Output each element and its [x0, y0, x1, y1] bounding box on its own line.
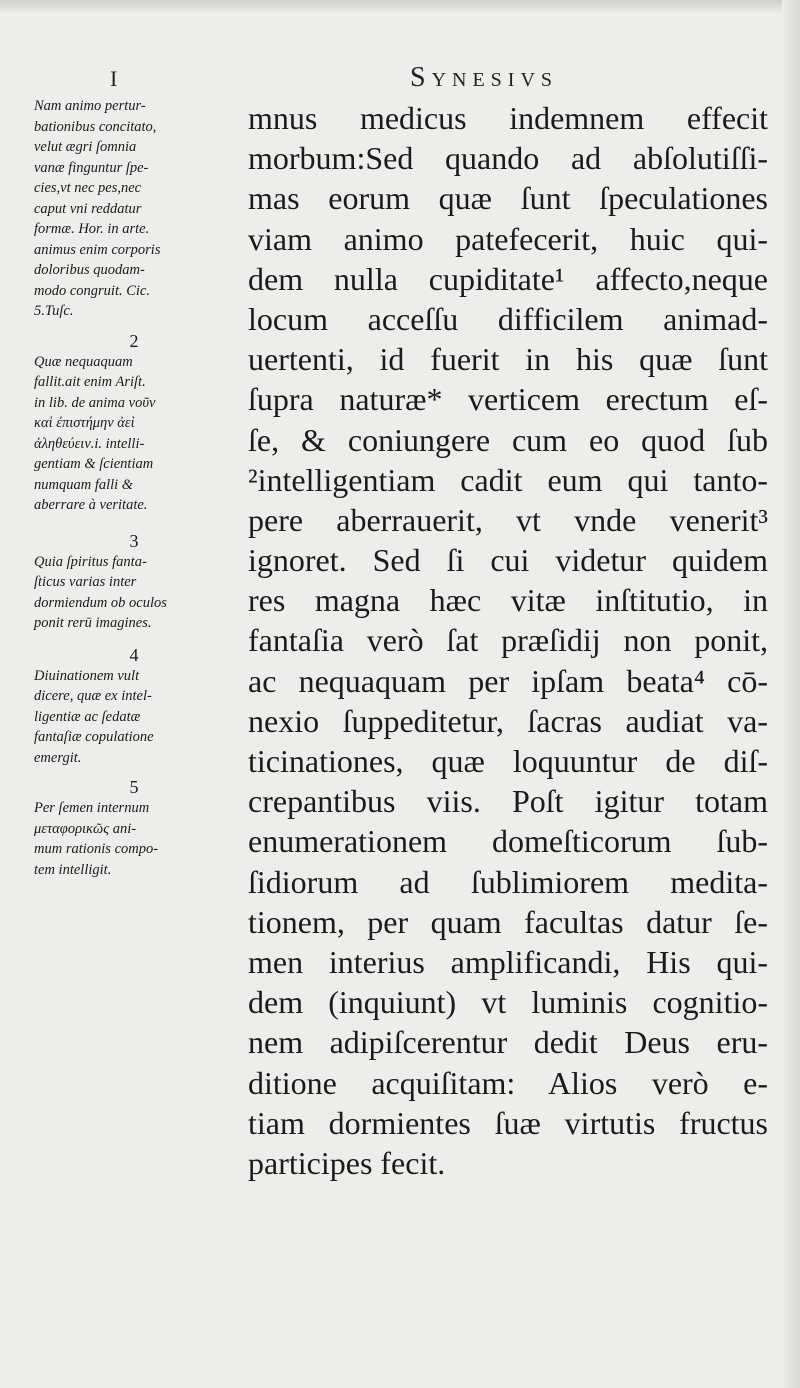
text-line: dem (inquiunt) vt luminis cognitio- — [248, 984, 768, 1021]
text-line: men interius amplificandi, His qui- — [248, 943, 768, 980]
text-line: ſidiorum ad ſublimiorem medita- — [248, 863, 768, 900]
margin-note-line: Quæ nequaquam — [34, 353, 133, 370]
margin-note-line: tem intelligit. — [34, 861, 112, 878]
text-line: nexio ſuppeditetur, ſacras audiat va- — [248, 702, 768, 739]
main-text-block — [248, 98, 768, 1183]
margin-note-line: καὶ ἐπιστήμην ἀεὶ — [34, 415, 135, 431]
margin-note — [34, 530, 244, 634]
margin-note-line: doloribus quodam- — [34, 262, 145, 278]
margin-note — [34, 776, 244, 880]
margin-note-line: bationibus concitato, — [34, 118, 157, 135]
margin-note-line: aberrare à veritate. — [34, 497, 148, 513]
text-line: participes fecit. — [248, 1144, 446, 1181]
margin-note — [34, 330, 244, 516]
margin-note-line: mum rationis compo- — [34, 841, 159, 857]
margin-note-number: 4 — [129, 644, 139, 665]
text-line: dem nulla cupiditate¹ affecto,neque — [248, 260, 768, 297]
text-line: locum acceſſu difficilem animad- — [248, 300, 768, 337]
text-line: ſe, & coniungere cum eo quod ſub — [248, 421, 768, 458]
margin-note-line: numquam falli & — [34, 476, 134, 493]
margin-note-line: caput vni reddatur — [34, 200, 142, 217]
page-top-edge — [0, 0, 800, 14]
margin-note-line: fallit.ait enim Ariſt. — [34, 374, 146, 390]
running-head: Synesivs — [410, 62, 559, 93]
text-line: tionem, per quam facultas datur ſe- — [248, 903, 768, 940]
margin-note-line: ligentiæ ac ſedatæ — [34, 708, 141, 725]
margin-note — [34, 96, 244, 322]
margin-note-line: 5.Tuſc. — [34, 303, 74, 319]
text-line: enumerationem domeſticorum ſub- — [248, 823, 768, 860]
margin-note-line: emergit. — [34, 749, 82, 766]
text-line: pere aberrauerit, vt vnde venerit³ — [248, 501, 768, 538]
margin-note-line: fantaſiæ copulatione — [34, 729, 154, 745]
text-line: ticinationes, quæ loquuntur de diſ- — [248, 743, 768, 779]
margin-note-line: velut ægri ſomnia — [34, 139, 137, 155]
margin-note-line: Diuinationem vult — [34, 667, 140, 684]
margin-note-line: in lib. de anima νοῦν — [34, 394, 156, 411]
margin-note-line: dormiendum ob oculos — [34, 594, 167, 611]
text-line: ditione acquiſitam: Alios verò e- — [248, 1064, 768, 1101]
margin-note-line: ponit rerū imagines. — [34, 615, 152, 631]
text-line: res magna hæc vitæ inſtitutio, in — [248, 582, 768, 619]
margin-note-number: 5 — [129, 777, 139, 797]
text-line: fantaſia verò ſat præſidij non ponit, — [248, 622, 768, 659]
text-line: uertenti, id fuerit in his quæ ſunt — [248, 341, 768, 378]
folio-number: I — [110, 66, 118, 91]
margin-note-line: animus enim corporis — [34, 241, 161, 258]
margin-note-line: Per ſemen internum — [34, 800, 150, 816]
text-line: viam animo patefecerit, huic qui- — [248, 220, 768, 257]
margin-note-line: vanæ finguntur ſpe- — [34, 159, 149, 176]
margin-note-line: modo congruit. Cic. — [34, 282, 150, 299]
margin-note — [34, 644, 244, 769]
text-line: mnus medicus indemnem effecit — [248, 100, 768, 136]
margin-note-line: μεταφορικῶς ani- — [34, 820, 137, 837]
page-right-edge — [782, 0, 800, 1388]
margin-note-number: 2 — [129, 330, 139, 351]
text-line: mas eorum quæ ſunt ſpeculationes — [248, 180, 768, 217]
text-line: ignoret. Sed ſi cui videtur quidem — [248, 542, 768, 579]
text-line: tiam dormientes ſuæ virtutis fructus — [248, 1104, 768, 1141]
margin-note-line: Nam animo pertur- — [34, 98, 146, 114]
text-line: crepantibus viis. Poſt igitur totam — [248, 783, 768, 820]
margin-note-line: gentiam & ſcientiam — [34, 456, 154, 472]
text-line: ſupra naturæ* verticem erectum eſ- — [248, 381, 768, 418]
margin-note-line: dicere, quæ ex intel- — [34, 688, 152, 704]
text-line: morbum:Sed quando ad abſolutiſſi- — [248, 140, 768, 177]
margin-note-line: Quia ſpiritus fanta- — [34, 553, 147, 570]
margin-note-line: cies,vt nec pes,nec — [34, 180, 142, 196]
margin-notes — [34, 96, 244, 880]
text-line: nem adipiſcerentur dedit Deus eru- — [248, 1024, 768, 1061]
margin-note-line: formæ. Hor. in arte. — [34, 221, 150, 237]
margin-note-number: 3 — [129, 530, 139, 551]
text-line: ac nequaquam per ipſam beata⁴ cō- — [248, 662, 768, 699]
margin-note-line: ſticus varias inter — [34, 574, 137, 590]
text-line: ²intelligentiam cadit eum qui tanto- — [248, 461, 768, 498]
margin-note-line: ἀληθεύειν.i. intelli- — [34, 435, 145, 452]
